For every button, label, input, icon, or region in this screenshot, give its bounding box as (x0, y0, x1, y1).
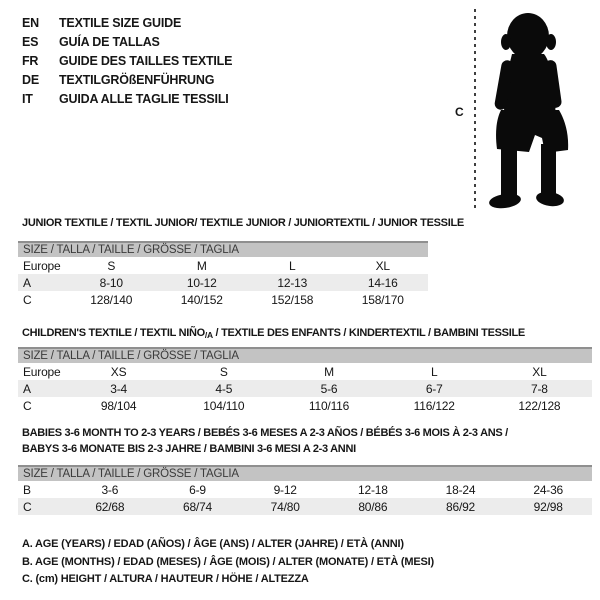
cell: S (219, 364, 228, 379)
children-title-suffix: / TEXTILE DES ENFANTS / KINDERTEXTIL / BAMBINI TESSILE (212, 327, 525, 339)
table-row-a (18, 380, 592, 397)
cell: 10-12 (186, 275, 217, 290)
cell: 104/110 (203, 398, 245, 413)
cell: 110/116 (308, 398, 350, 413)
cell: L (430, 364, 438, 379)
cell: 152/158 (271, 292, 314, 307)
cell: XS (110, 364, 127, 379)
cell: XL (375, 258, 390, 273)
cell: 7-8 (531, 381, 548, 396)
toddler-silhouette (485, 12, 585, 210)
row-label: Europe (23, 364, 61, 379)
note-c: C. (cm) HEIGHT / ALTURA / HAUTEUR / HÖHE / ALTEZZA (22, 573, 309, 585)
row-label: C (23, 292, 32, 307)
size-header-bar: SIZE / TALLA / TAILLE / GRÖSSE / TAGLIA (18, 347, 592, 363)
children-section-title (22, 326, 525, 342)
cell: 116/122 (413, 398, 455, 413)
cell: 6-9 (189, 482, 206, 497)
table-row-c (18, 498, 592, 515)
row-label: A (23, 275, 31, 290)
junior-size-table (18, 241, 428, 308)
row-label: A (23, 381, 31, 396)
babies-title-line2: BABYS 3-6 MONATE BIS 2-3 JAHRE / BAMBINI 3-6 MESI A 2-3 ANNI (22, 442, 356, 455)
cell: 98/104 (100, 398, 137, 413)
lang-label: GUÍA DE TALLAS (59, 35, 160, 49)
lang-code: EN (22, 16, 39, 30)
babies-title-line1: BABIES 3-6 MONTH TO 2-3 YEARS / BEBÉS 3-6 MESES A 2-3 AÑOS / BÉBÉS 3-6 MOIS À 2-3 ANS / (22, 427, 508, 439)
children-title-prefix: CHILDREN'S TEXTILE / TEXTIL NIÑO (22, 327, 205, 339)
cell: 18-24 (445, 482, 476, 497)
lang-code: IT (22, 92, 33, 106)
children-size-table (18, 347, 592, 414)
lang-label: GUIDA ALLE TAGLIE TESSILI (59, 92, 229, 106)
lang-row-de (22, 71, 232, 90)
table-row-europe (18, 257, 428, 274)
row-label: B (23, 482, 31, 497)
lang-label: TEXTILGRÖßENFÜHRUNG (59, 73, 215, 87)
language-title-block (22, 14, 232, 109)
cell: 4-5 (215, 381, 233, 396)
lang-code: DE (22, 73, 39, 87)
height-measure-dotted-line (474, 9, 476, 211)
size-header-bar: SIZE / TALLA / TAILLE / GRÖSSE / TAGLIA (18, 241, 428, 257)
table-row-c (18, 397, 592, 414)
row-label: Europe (23, 258, 61, 273)
cell: 158/170 (361, 292, 404, 307)
lang-code: FR (22, 54, 39, 68)
cell: 122/128 (518, 398, 561, 413)
cell: 6-7 (425, 381, 443, 396)
babies-size-table (18, 465, 592, 515)
cell: S (107, 258, 116, 273)
cell: 140/152 (180, 292, 223, 307)
lang-row-en (22, 14, 232, 33)
table-row-europe (18, 363, 592, 380)
note-b: B. AGE (MONTHS) / EDAD (MESES) / ÂGE (MOIS) / ALTER (MONATE) / ETÀ (MESI) (22, 555, 434, 568)
cell: 24-36 (533, 482, 564, 497)
row-label: C (23, 499, 32, 514)
cell: 5-6 (320, 381, 338, 396)
lang-label: GUIDE DES TAILLES TEXTILE (59, 54, 233, 68)
cell: 68/74 (182, 499, 213, 514)
cell: 12-18 (358, 482, 388, 497)
lang-row-fr (22, 52, 232, 71)
lang-code: ES (22, 35, 39, 49)
babies-section-title (22, 426, 508, 457)
cell: 128/140 (90, 292, 133, 307)
size-header-bar: SIZE / TALLA / TAILLE / GRÖSSE / TAGLIA (18, 465, 592, 481)
junior-section-title: JUNIOR TEXTILE / TEXTIL JUNIOR/ TEXTILE JUNIOR / JUNIORTEXTIL / JUNIOR TESSILE (22, 217, 464, 229)
cell: 3-4 (110, 381, 127, 396)
children-title-sub: /A (204, 330, 213, 340)
note-a: A. AGE (YEARS) / EDAD (AÑOS) / ÂGE (ANS) / ALTER (JAHRE) / ETÀ (ANNI) (22, 538, 404, 550)
legend-notes (22, 536, 434, 589)
cell: M (196, 258, 207, 273)
cell: 3-6 (101, 482, 119, 497)
cell: 74/80 (270, 499, 300, 514)
lang-row-it (22, 90, 232, 109)
table-row-a (18, 274, 428, 291)
cell: 14-16 (367, 275, 398, 290)
cell: 92/98 (533, 499, 563, 514)
cell: 9-12 (273, 482, 297, 497)
cell: 62/68 (95, 499, 125, 514)
lang-label: TEXTILE SIZE GUIDE (59, 16, 182, 30)
table-row-b (18, 481, 592, 498)
cell: 8-10 (99, 275, 123, 290)
row-label: C (23, 398, 32, 413)
cell: 80/86 (358, 499, 388, 514)
measure-label-c: C (455, 105, 464, 119)
cell: L (289, 258, 296, 273)
cell: M (324, 364, 334, 379)
cell: 12-13 (277, 275, 308, 290)
cell: XL (532, 364, 547, 379)
lang-row-es (22, 33, 232, 52)
cell: 86/92 (446, 499, 476, 514)
table-row-c (18, 291, 428, 308)
